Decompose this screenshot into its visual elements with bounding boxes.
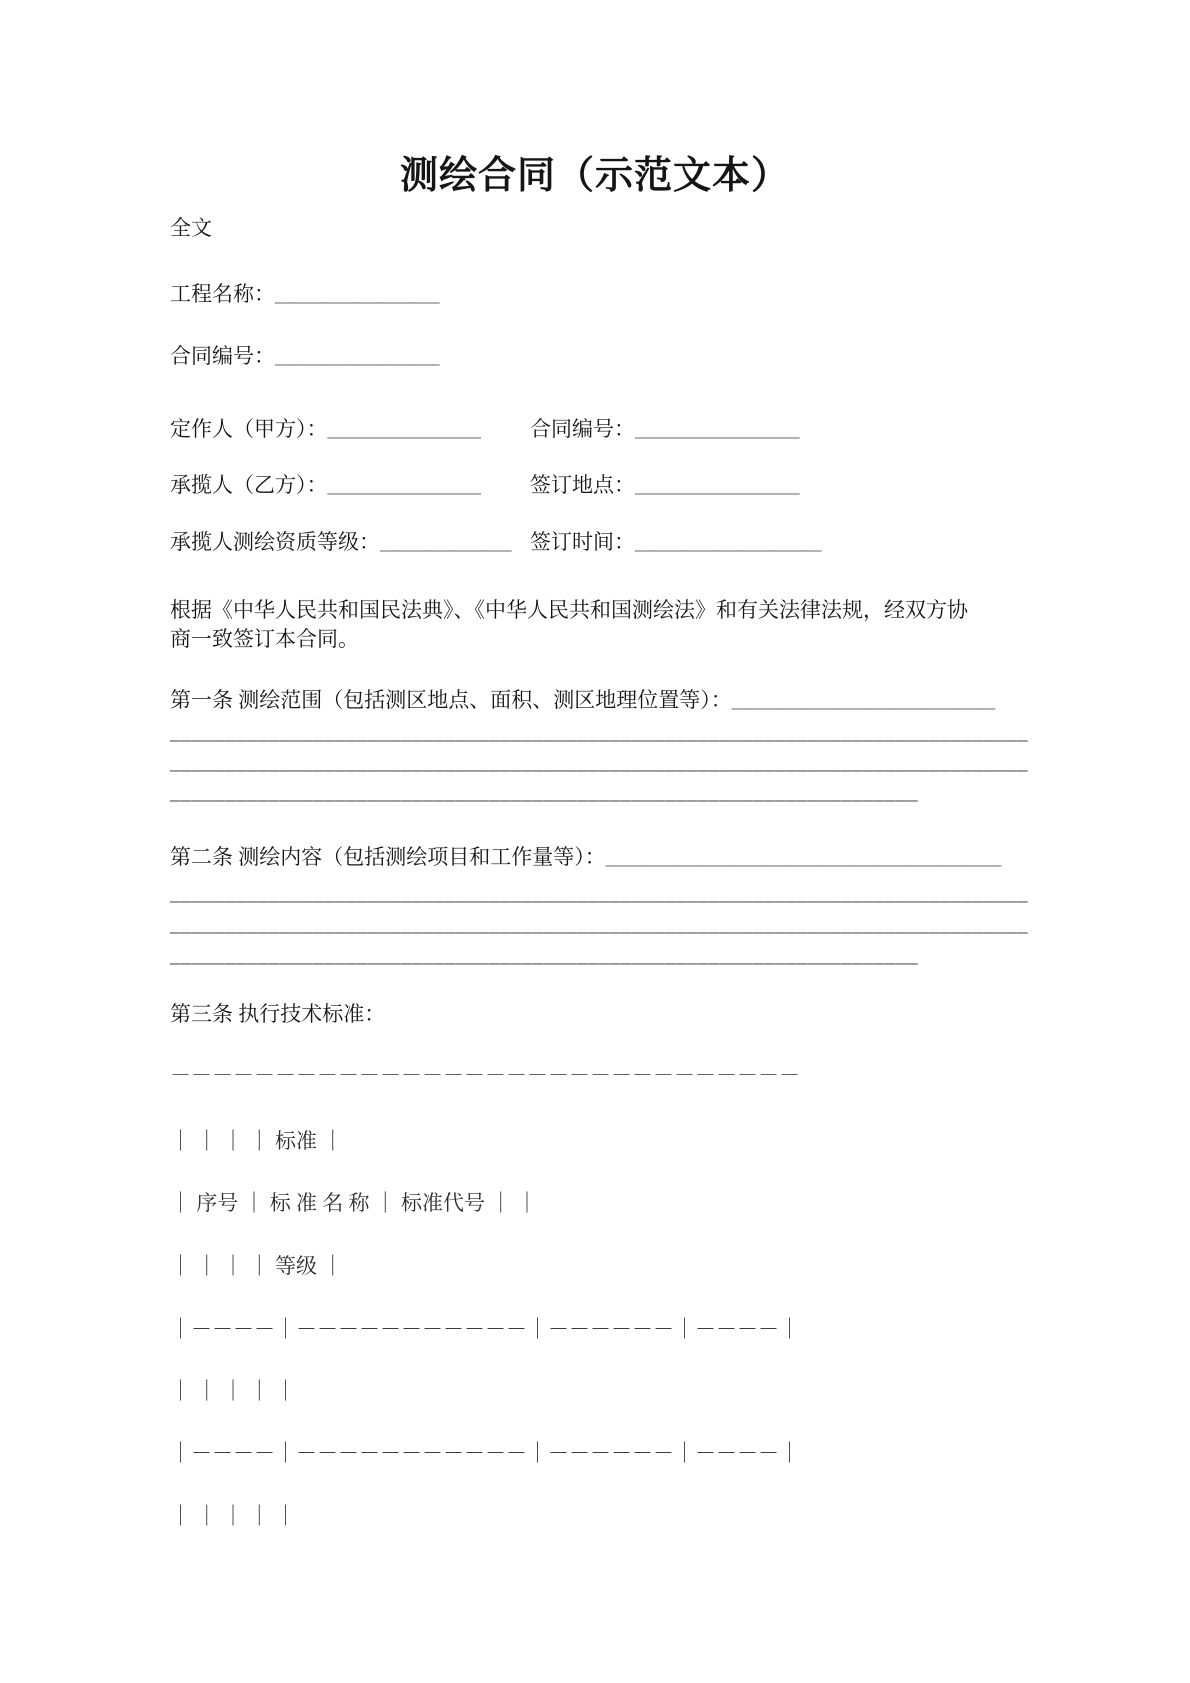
preamble-line-2: 商一致签订本合同。	[170, 627, 359, 651]
contract-no-label: 合同编号：	[170, 344, 275, 368]
field-signing-time	[530, 531, 822, 554]
standards-table-empty-row-2: ｜ ｜ ｜ ｜ ｜	[170, 1504, 296, 1528]
document-title: 测绘合同（示范文本）	[399, 155, 790, 197]
article-2-blank-line-1: ______________________________________________________________________________	[170, 881, 1028, 905]
contract-no2-label: 合同编号：	[530, 417, 635, 441]
field-contract-no2	[530, 418, 800, 441]
article-1-blank-line-1: ______________________________________________________________________________	[170, 720, 1028, 744]
contract-no2-blank: _______________	[635, 417, 800, 441]
standards-table-header-bottom: ｜ ｜ ｜ ｜ 等级 ｜	[170, 1254, 344, 1278]
article-1-heading: 第一条 测绘范围（包括测区地点、面积、测区地理位置等）：	[170, 688, 732, 712]
project-name-label: 工程名称：	[170, 282, 275, 306]
preamble-line-1: 根据《中华人民共和国民法典》、《中华人民共和国测绘法》和有关法律法规，经双方协	[170, 598, 968, 622]
field-signing-place	[530, 474, 800, 497]
qualification-label: 承揽人测绘资质等级：	[170, 530, 380, 554]
ordering-party-blank: ______________	[327, 417, 482, 441]
qualification-blank: ____________	[380, 530, 512, 554]
article-3-dashed-divider: －－－－－－－－－－－－－－－－－－－－－－－－－－－－－－	[170, 1063, 800, 1087]
signing-place-label: 签订地点：	[530, 473, 635, 497]
field-row-ordering-party	[170, 417, 800, 441]
ordering-party-label: 定作人（甲方）：	[170, 417, 328, 441]
article-2-heading: 第二条 测绘内容（包括测绘项目和工作量等）：	[170, 845, 606, 869]
article-2-blank-line-3: ____________________________________________________________________	[170, 943, 918, 967]
article-1-blank-line-3: ____________________________________________________________________	[170, 780, 918, 804]
article-2-inline-blank: ____________________________________	[605, 845, 1002, 869]
fulltext-label: 全文	[170, 216, 212, 240]
standards-table-divider-1: ｜－－－－｜－－－－－－－－－－－｜－－－－－－｜－－－－｜	[170, 1317, 800, 1341]
field-row-qualification	[170, 530, 822, 554]
standards-table-divider-2: ｜－－－－｜－－－－－－－－－－－｜－－－－－－｜－－－－｜	[170, 1441, 800, 1465]
field-row-contractor	[170, 473, 800, 497]
contractor-label: 承揽人（乙方）：	[170, 473, 328, 497]
field-row-contract-no	[170, 345, 440, 368]
signing-time-blank: _________________	[635, 530, 822, 554]
field-row-project-name	[170, 283, 440, 306]
article-2-blank-line-2: ______________________________________________________________________________	[170, 912, 1028, 936]
article-3-heading: 第三条 执行技术标准：	[170, 1002, 386, 1026]
project-name-blank: _______________	[275, 282, 440, 306]
contract-no-blank: _______________	[275, 344, 440, 368]
article-2-heading-row	[170, 846, 1002, 869]
standards-table-header-top: ｜ ｜ ｜ ｜ 标准 ｜	[170, 1129, 344, 1153]
standards-table-empty-row-1: ｜ ｜ ｜ ｜ ｜	[170, 1379, 296, 1403]
standards-table-header-mid: ｜ 序号 ｜ 标 准 名 称 ｜ 标准代号 ｜ ｜	[170, 1191, 538, 1215]
article-1-inline-blank: ________________________	[731, 688, 996, 712]
signing-place-blank: _______________	[635, 473, 800, 497]
article-1-heading-row	[170, 689, 996, 712]
signing-time-label: 签订时间：	[530, 530, 635, 554]
article-1-blank-line-2: ______________________________________________________________________________	[170, 750, 1028, 774]
contractor-blank: ______________	[327, 473, 482, 497]
